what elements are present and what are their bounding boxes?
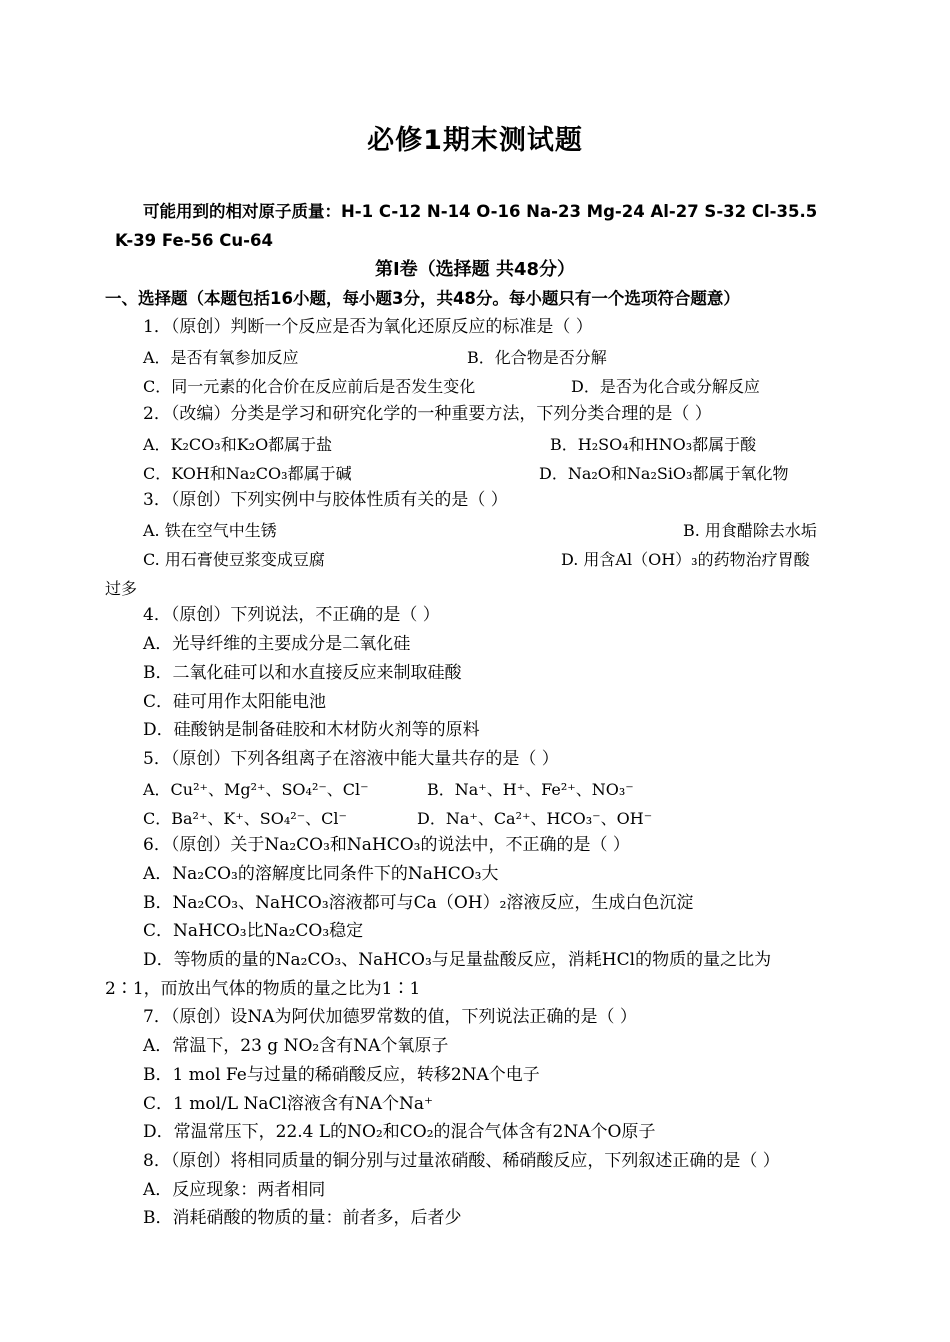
question-7-option-d: D．常温常压下，22.4 L的NO₂和CO₂的混合气体含有2NA个O原子 — [143, 1122, 656, 1142]
question-7-option-c: C．1 mol/L NaCl溶液含有NA个Na⁺ — [143, 1094, 434, 1114]
question-8-stem: 8．（原创）将相同质量的铜分别与过量浓硝酸、稀硝酸反应，下列叙述正确的是（ ） — [143, 1151, 780, 1171]
question-3-stem: 3．（原创）下列实例中与胶体性质有关的是（ ） — [143, 490, 508, 510]
question-1-option-a: A．是否有氧参加反应 — [143, 348, 299, 367]
question-7-option-b: B．1 mol Fe与过量的稀硝酸反应，转移2NA个电子 — [143, 1065, 540, 1085]
question-8-option-b: B．消耗硝酸的物质的量：前者多，后者少 — [143, 1208, 462, 1228]
question-6-option-d-continued: 2∶1，而放出气体的物质的量之比为1∶1 — [105, 979, 421, 999]
question-2-option-c: C．KOH和Na₂CO₃都属于碱 — [143, 464, 352, 483]
question-5-option-c: C．Ba²⁺、K⁺、SO₄²⁻、Cl⁻ — [143, 809, 347, 828]
question-4-option-c: C．硅可用作太阳能电池 — [143, 692, 327, 712]
page-title: 必修1期末测试题 — [367, 125, 583, 156]
question-2-option-b: B．H₂SO₄和HNO₃都属于酸 — [550, 435, 757, 454]
question-2-option-d: D．Na₂O和Na₂SiO₃都属于氧化物 — [539, 464, 789, 483]
part-title: 第Ⅰ卷（选择题 共48分） — [374, 259, 575, 280]
question-5-option-a: A．Cu²⁺、Mg²⁺、SO₄²⁻、Cl⁻ — [143, 780, 369, 799]
question-2-stem: 2．（改编）分类是学习和研究化学的一种重要方法，下列分类合理的是（ ） — [143, 404, 712, 424]
question-6-option-b: B．Na₂CO₃、NaHCO₃溶液都可与Ca（OH）₂溶液反应，生成白色沉淀 — [143, 893, 694, 913]
question-1-option-b: B．化合物是否分解 — [467, 348, 607, 367]
question-3-option-a: A. 铁在空气中生锈 — [143, 521, 277, 540]
question-6-option-d: D．等物质的量的Na₂CO₃、NaHCO₃与足量盐酸反应，消耗HCl的物质的量之比为 — [143, 950, 772, 970]
question-3-option-d: D. 用含Al（OH）₃的药物治疗胃酸 — [561, 550, 810, 569]
question-4-option-d: D．硅酸钠是制备硅胶和木材防火剂等的原料 — [143, 720, 480, 740]
atomic-masses-line-1: 可能用到的相对原子质量：H-1 C-12 N-14 O-16 Na-23 Mg-24 Al-27 S-32 Cl-35.5 — [143, 202, 818, 221]
question-5-stem: 5．（原创）下列各组离子在溶液中能大量共存的是（ ） — [143, 749, 559, 769]
question-1-option-c: C．同一元素的化合价在反应前后是否发生变化 — [143, 377, 476, 396]
question-3-option-c: C. 用石膏使豆浆变成豆腐 — [143, 550, 325, 569]
question-4-option-a: A．光导纤维的主要成分是二氧化硅 — [143, 634, 411, 654]
question-2-option-a: A．K₂CO₃和K₂O都属于盐 — [143, 435, 333, 454]
section-title: 一、选择题（本题包括16小题，每小题3分，共48分。每小题只有一个选项符合题意） — [105, 289, 740, 308]
question-7-option-a: A．常温下，23 g NO₂含有NA个氧原子 — [143, 1036, 449, 1056]
question-7-stem: 7．（原创）设NA为阿伏加德罗常数的值，下列说法正确的是（ ） — [143, 1007, 637, 1027]
question-5-option-b: B．Na⁺、H⁺、Fe²⁺、NO₃⁻ — [427, 780, 634, 799]
question-1-option-d: D．是否为化合或分解反应 — [571, 377, 760, 396]
question-6-option-c: C．NaHCO₃比Na₂CO₃稳定 — [143, 921, 364, 941]
question-1-stem: 1．（原创）判断一个反应是否为氧化还原反应的标准是（ ） — [143, 317, 593, 337]
question-8-option-a: A．反应现象：两者相同 — [143, 1180, 326, 1200]
question-4-option-b: B．二氧化硅可以和水直接反应来制取硅酸 — [143, 663, 462, 683]
question-4-stem: 4．（原创）下列说法，不正确的是（ ） — [143, 605, 440, 625]
question-3-option-d-continued: 过多 — [105, 579, 138, 598]
atomic-masses-line-2: K-39 Fe-56 Cu-64 — [115, 231, 273, 250]
question-6-stem: 6．（原创）关于Na₂CO₃和NaHCO₃的说法中，不正确的是（ ） — [143, 835, 630, 855]
question-6-option-a: A．Na₂CO₃的溶解度比同条件下的NaHCO₃大 — [143, 864, 499, 884]
question-5-option-d: D．Na⁺、Ca²⁺、HCO₃⁻、OH⁻ — [417, 809, 653, 828]
question-3-option-b: B. 用食醋除去水垢 — [683, 521, 817, 540]
